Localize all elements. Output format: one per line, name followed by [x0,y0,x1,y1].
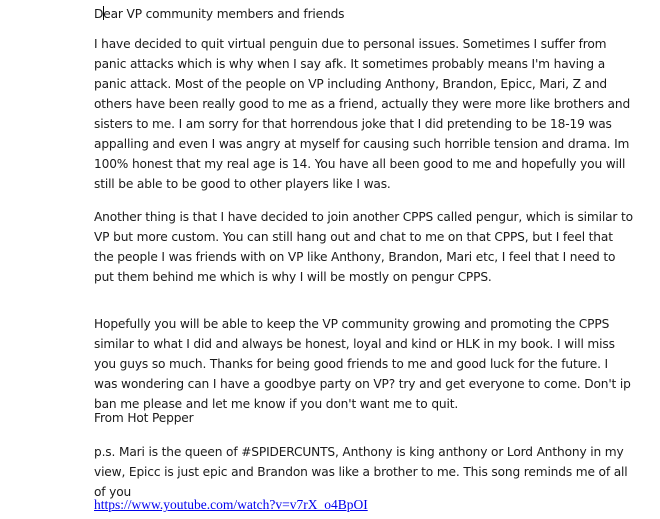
greeting-text: ear VP community members and friends [103,7,345,21]
postscript: p.s. Mari is the queen of #SPIDERCUNTS, Anthony is king anthony or Lord Anthony in my view, Epicc is just epic and Brandon was like a brother to me. This song reminds me of all of you [94,445,628,499]
youtube-link[interactable]: https://www.youtube.com/watch?v=v7rX_o4BpOI [94,497,368,512]
signature: From Hot Pepper [94,411,194,425]
greeting-first-letter: D [94,7,104,21]
paragraph-pengur: Another thing is that I have decided to join another CPPS called pengur, which is similar to VP but more custom. You can still hang out and chat to me on that CPPS, but I feel that the people I was friends with on VP like Anthony, Brandon, Mari etc, I feel that I need to put them behind me which is why I will be mostly on pengur CPPS. [94,210,633,284]
greeting-line [94,4,344,24]
paragraph-goodbye: Hopefully you will be able to keep the VP community growing and promoting the CPPS similar to what I did and always be honest, loyal and kind or HLK in my book. I will miss you guys so much. Thanks for being good friends to me and good luck for the future. I was wondering can I have a goodbye party on VP? try and get everyone to come. Don't ip ban me please and let me know if you don't want me to quit. [94,317,631,411]
paragraph-quitting: I have decided to quit virtual penguin due to personal issues. Sometimes I suffer from panic attacks which is why when I say afk. It sometimes probably means I'm having a panic attack. Most of the people on VP including Anthony, Brandon, Epicc, Mari, Z and others have been really good to me as a friend, actually they were more like brothers and sisters to me. I am sorry for that horrendous joke that I did pretending to be 18-19 was appalling and even I was angry at myself for causing such horrible tension and drama. Im 100% honest that my real age is 14. You have all been good to me and hopefully you will still be able to be good to other players like I was. [94,37,631,191]
